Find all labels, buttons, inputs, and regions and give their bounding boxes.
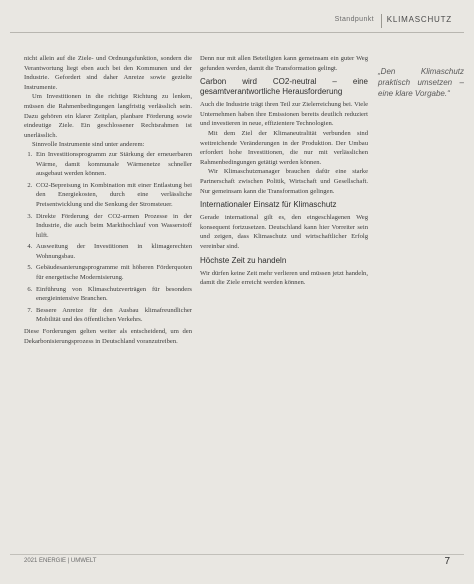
subheading: Carbon wird CO2-neutral – eine gesamtverantwortliche Herausforderung: [200, 77, 368, 97]
issue-label: 2021 ENERGIE | UMWELT: [24, 558, 97, 564]
paragraph: Gerade international gilt es, den eingeschlagenen Weg konsequent fortzusetzen. Deutschland kann hier Vorreiter sein und zeigen, dass Klimaschutz und wirtschaftlicher Erfolg vereinbar sind.: [200, 214, 368, 250]
list-item: 4. Ausweitung der Investitionen in klimagerechten Wohnungsbau.: [34, 242, 192, 261]
subheading: Höchste Zeit zu handeln: [200, 255, 287, 265]
header-rule: [10, 32, 464, 33]
paragraph: Um Investitionen in die richtige Richtung zu lenken, müssen die Rahmenbedingungen langfristig verlässlich sein. Dazu gehören ein klarer Zeitplan, planbare Förderung sowie eindeutige Ziele. Ein geschlossener Rechtsrahmen ist unerlässlich.: [24, 93, 192, 139]
paragraph: Denn nur mit allen Beteiligten kann gemeinsam ein guter Weg gefunden werden, damit die Transformation gelingt.: [200, 55, 368, 72]
list-item: 2. CO2-Bepreisung in Kombination mit einer Entlastung bei den Energiekosten, durch eine verlässliche Preisentwicklung und die Senkung der Stromsteuer.: [34, 181, 192, 210]
list-item: 6. Einführung von Klimaschutzverträgen für besonders energieintensive Branchen.: [34, 285, 192, 304]
paragraph: Wir dürfen keine Zeit mehr verlieren und müssen jetzt handeln, damit die Ziele erreicht werden können.: [200, 269, 368, 287]
pull-quote: „Den Klimaschutz praktisch umsetzen – eine klare Vorgabe.“: [378, 67, 464, 98]
header-divider: [381, 14, 382, 28]
page-footer: [24, 558, 450, 572]
page-header: [0, 10, 474, 36]
paragraph: Wir Klimaschutzmanager brauchen dafür eine starke Partnerschaft zwischen Politik, Wirtschaft und Gesellschaft. Nur gemeinsam kann die Transformation gelingen.: [200, 168, 368, 195]
list-item: 3. Direkte Förderung der CO2-armen Prozesse in der Industrie, die auch beim Markthochlauf von Wasserstoff hilft.: [34, 212, 192, 241]
paragraph: nicht allein auf die Ziele- und Ordnungsfunktion, sondern die Verantwortung liegt eben auch bei den Kommunen und der Industrie. Gefordert sind daher Anreize sowie gezielte Instrumente.: [24, 55, 192, 91]
footer-rule: [10, 554, 464, 555]
subheading: Internationaler Einsatz für Klimaschutz: [200, 200, 337, 210]
paragraph: Diese Forderungen gelten weiter als entscheidend, um den Dekarbonisierungsprozess in Deutschland voranzutreiben.: [24, 328, 192, 345]
column-right: [378, 54, 464, 99]
column-middle: [200, 54, 368, 288]
instrument-list: [24, 150, 192, 325]
list-item: 5. Gebäudesanierungsprogramme mit höheren Förderquoten für energetische Modernisierung.: [34, 263, 192, 282]
paragraph: Auch die Industrie trägt ihren Teil zur Zielerreichung bei. Viele Unternehmen haben ihre Emissionen bereits deutlich reduziert und investieren in neue, effizientere Technologien.: [200, 101, 368, 128]
list-item: 7. Bessere Anreize für den Ausbau klimafreundlicher Mobilität und des öffentlichen Verkehrs.: [34, 306, 192, 325]
magazine-brand: KLIMASCHUTZ: [386, 15, 452, 24]
list-item: 1. Ein Investitionsprogramm zur Stärkung der erneuerbaren Wärme, damit kommunale Wärmenetze schneller ausgebaut werden können.: [34, 150, 192, 179]
section-label: Standpunkt: [334, 16, 374, 23]
page-number: 7: [444, 556, 450, 567]
column-left: [24, 54, 192, 346]
list-intro: Sinnvolle Instrumente sind unter anderem:: [32, 141, 145, 149]
paragraph: Mit dem Ziel der Klimaneutralität verbunden sind weitreichende Veränderungen in der Produktion. Der Umbau erfordert hohe Investitionen, die nur mit verlässlichen Rahmenbedingungen getätigt werden können.: [200, 129, 368, 166]
